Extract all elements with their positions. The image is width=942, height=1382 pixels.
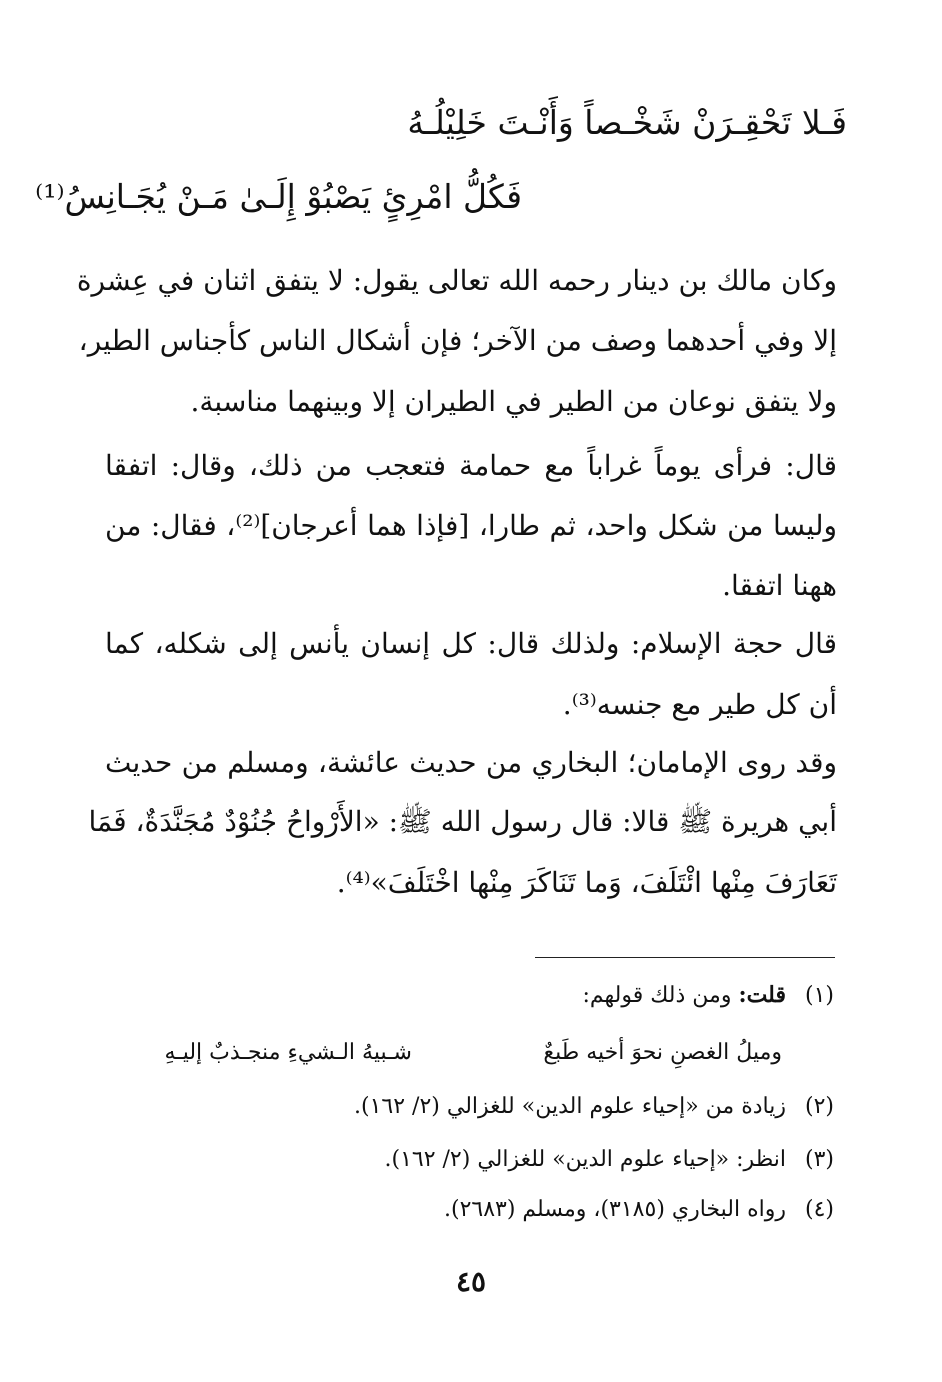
paragraph-4-line-3: تَعَارَفَ مِنْها ائْتَلَفَ، وَما تَنَاكَرَ مِنْها اخْتَلَفَ»⁽⁴⁾. [336, 866, 837, 899]
footnote-2-text: زيادة من «إحياء علوم الدين» للغزالي (٢/ ١٦٢). [354, 1094, 786, 1119]
footnote-2-number: (٢) [804, 1094, 834, 1119]
footnote-1-text: ومن ذلك قولهم: [582, 983, 732, 1008]
paragraph-1-line-3: ولا يتفق نوعان من الطير في الطيران إلا وبينهما مناسبة. [190, 385, 837, 418]
footnote-4 [444, 1197, 834, 1222]
footnote-1-label: قلت: [738, 982, 786, 1008]
footnote-2 [354, 1094, 834, 1119]
footnote-separator [535, 957, 835, 958]
poem-line-2: فَكُلُّ امْرِئٍ يَصْبُوْ إِلَـىٰ مَـنْ يُجَـانِسُ⁽¹⁾ [35, 177, 522, 216]
paragraph-4-line-2: أبي هريرة ﷺ قالا: قال رسول الله ﷺ: «الأَرْواحُ جُنُوْدٌ مُجَنَّدَةٌ، فَمَا [88, 805, 837, 838]
footnote-1 [582, 982, 834, 1008]
footnote-3-number: (٣) [804, 1147, 834, 1172]
page-number: ٤٥ [455, 1265, 487, 1298]
footnote-4-text: رواه البخاري (٣١٨٥)، ومسلم (٢٦٨٣). [443, 1197, 786, 1222]
footnote-1-verse-first: وميلُ الغصنِ نحوَ أخيه طَبعٌ [543, 1040, 782, 1065]
paragraph-2-line-1: قال: فرأى يوماً غراباً مع حمامة فتعجب من ذلك، وقال: اتفقا [105, 449, 837, 482]
paragraph-2-line-3: ههنا اتفقا. [722, 569, 837, 602]
footnote-4-number: (٤) [804, 1197, 834, 1222]
paragraph-1-line-2: إلا وفي أحدهما وصف من الآخر؛ فإن أشكال الناس كأجناس الطير، [78, 324, 837, 357]
poem-line-1: فَـلا تَحْقِـرَنْ شَخْـصاً وَأَنْـتَ خَلِيْلُـهُ [407, 103, 847, 142]
paragraph-2-line-2: وليسا من شكل واحد، ثم طارا، [فإذا هما أعرجان]⁽²⁾، فقال: من [105, 509, 837, 542]
paragraph-3-line-2: أن كل طير مع جنسه⁽³⁾. [562, 688, 837, 721]
paragraph-3-line-1: قال حجة الإسلام: ولذلك قال: كل إنسان يأنس إلى شكله، كما [105, 627, 837, 660]
paragraph-1-line-1: وكان مالك بن دينار رحمه الله تعالى يقول: لا يتفق اثنان في عِشرة [76, 264, 837, 297]
footnote-3 [384, 1147, 834, 1172]
footnote-1-number: (١) [804, 983, 834, 1008]
footnote-1-verse-second: شـبيهُ الـشيءِ منجـذبٌ إليـهِ [164, 1040, 412, 1065]
footnote-3-text: انظر: «إحياء علوم الدين» للغزالي (٢/ ١٦٢). [384, 1147, 786, 1172]
paragraph-4-line-1: وقد روى الإمامان؛ البخاري من حديث عائشة، ومسلم من حديث [105, 746, 837, 779]
